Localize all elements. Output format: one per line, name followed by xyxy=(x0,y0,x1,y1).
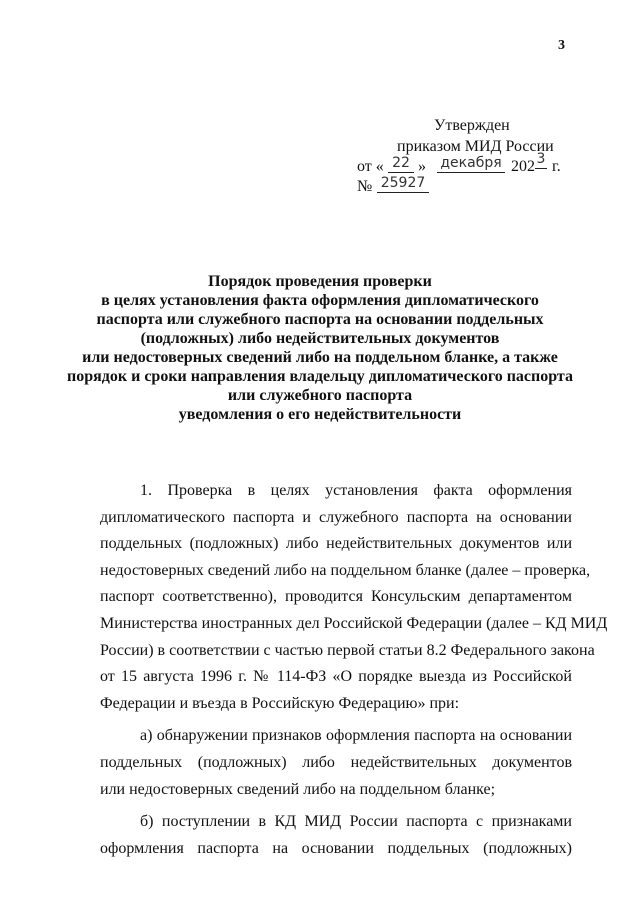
text-line: Федерации и въезда в Российскую Федерацию» при: xyxy=(100,694,460,712)
order-number: 25927 xyxy=(377,175,429,193)
text-line: б) поступлении в КД МИД России паспорта с признаками xyxy=(140,813,572,831)
approved-label: Утвержден xyxy=(434,117,510,134)
year-suffix: г. xyxy=(552,158,561,175)
date-mid: » xyxy=(418,158,426,175)
title-line: или служебного паспорта xyxy=(227,387,413,404)
text-line: поддельных (подложных) либо недействительных документов или xyxy=(100,535,572,553)
paragraph-a xyxy=(100,723,572,803)
document-title xyxy=(60,272,580,424)
text-line: поддельных (подложных) либо недействительных документов xyxy=(100,753,572,771)
text-line: а) обнаружении признаков оформления паспорта на основании xyxy=(140,727,572,745)
paragraph-b xyxy=(100,809,572,862)
title-line: в целях установления факта оформления дипломатического xyxy=(101,292,539,309)
text-line: Министерства иностранных дел Российской Федерации (далее – КД МИД xyxy=(100,614,608,632)
document-body xyxy=(100,478,608,862)
year-digit: 3 xyxy=(536,151,546,167)
text-line: паспорт соответственно), проводится Консульским департаментом xyxy=(100,588,572,606)
text-line: от 15 августа 1996 г. № 114-ФЗ «О порядке выезда из Российской xyxy=(100,668,572,686)
text-line: 1. Проверка в целях установления факта оформления xyxy=(140,482,572,499)
date-day: 22 xyxy=(388,155,414,173)
title-line: уведомления о его недействительности xyxy=(178,406,462,423)
title-line: паспорта или служебного паспорта на основании поддельных xyxy=(96,311,544,328)
order-label: приказом МИД России xyxy=(397,138,554,155)
number-prefix: № xyxy=(357,178,373,195)
year-prefix: 202 xyxy=(511,158,535,175)
title-line: или недостоверных сведений либо на поддельном бланке, а также xyxy=(82,349,558,366)
date-prefix: от « xyxy=(357,158,384,175)
paragraph-1 xyxy=(100,478,608,717)
text-line: оформления паспорта на основании поддельных (подложных) xyxy=(100,839,572,857)
text-line: России) в соответствии с частью первой статьи 8.2 Федерального закона xyxy=(100,641,595,659)
title-line: Порядок проведения проверки xyxy=(208,273,432,290)
date-month: декабря xyxy=(437,155,505,173)
title-line: порядок и сроки направления владельцу дипломатического паспорта xyxy=(67,368,573,385)
text-line: дипломатического паспорта и служебного паспорта на основании xyxy=(100,508,572,526)
title-line: (подложных) либо недействительных документов xyxy=(140,330,500,347)
text-line: недостоверных сведений либо на поддельном бланке (далее – проверка, xyxy=(100,561,591,579)
page-number: 3 xyxy=(558,38,565,53)
text-line: или недостоверных сведений либо на поддельном бланке; xyxy=(100,780,496,798)
